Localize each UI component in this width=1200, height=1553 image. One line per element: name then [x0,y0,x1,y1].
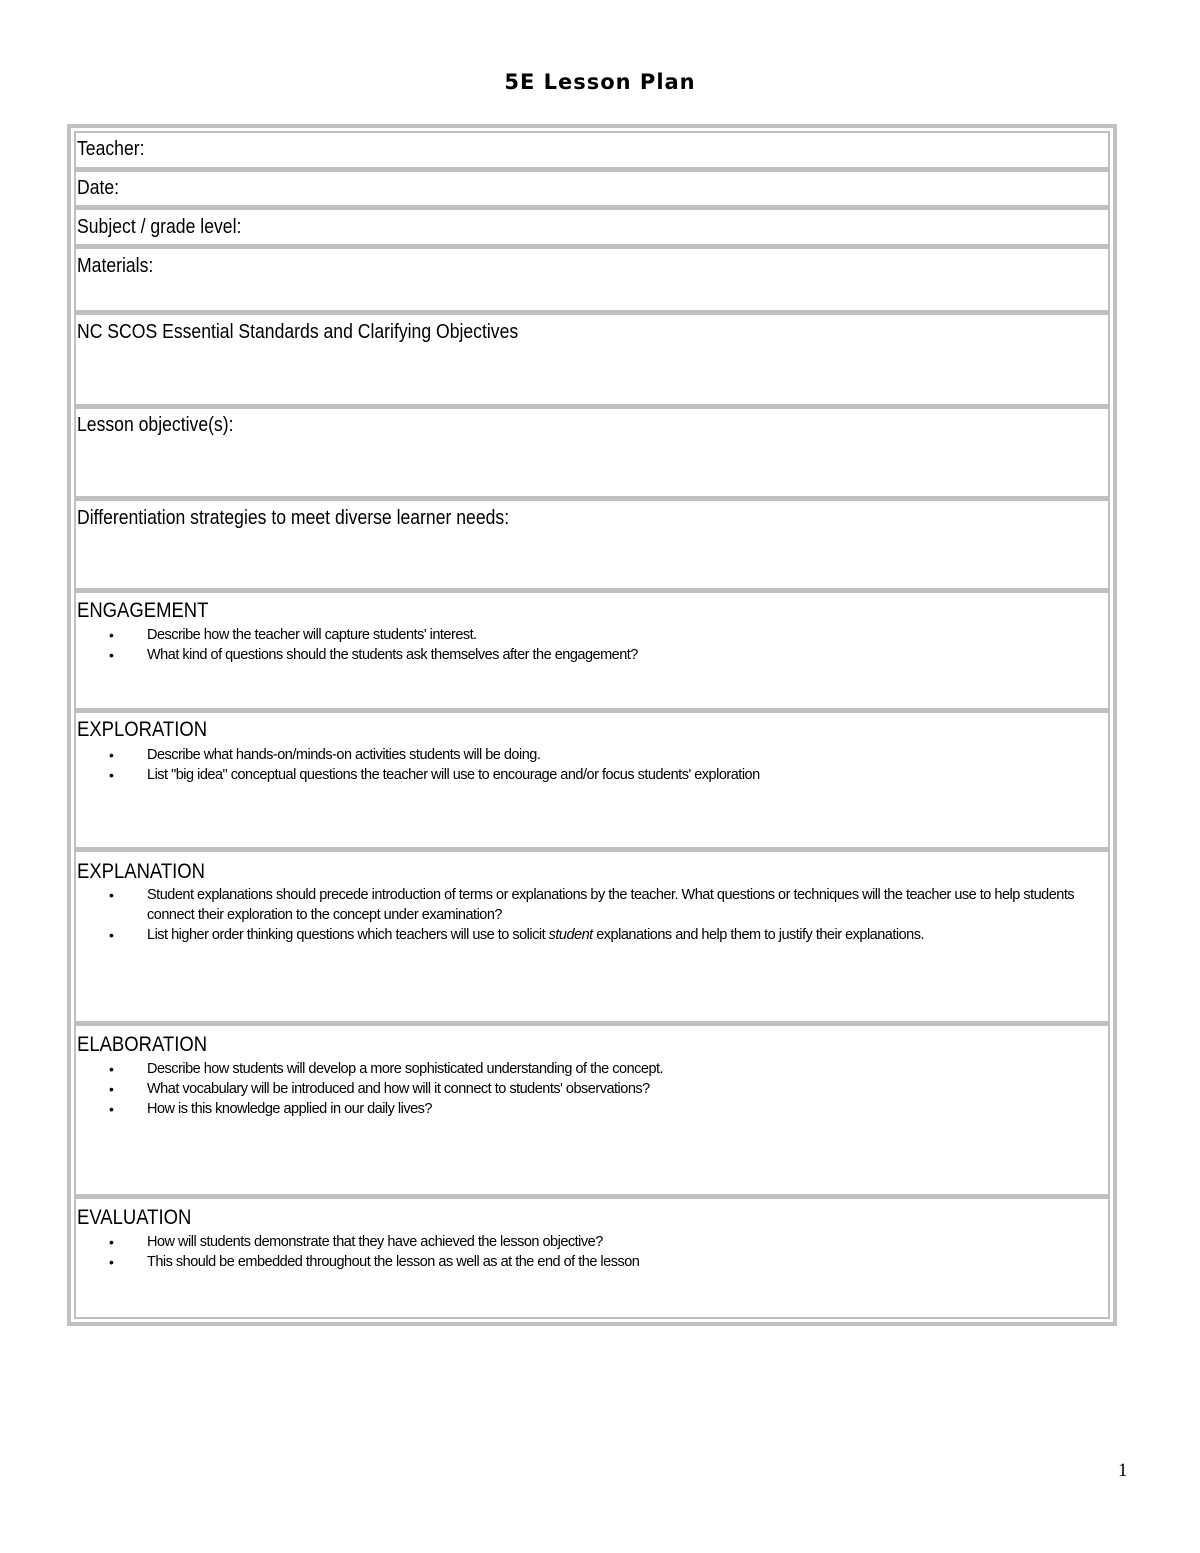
differentiation-label: Differentiation strategies to meet diverse learner needs: [77,507,510,529]
list-item: • List higher order thinking questions which teachers will use to solicit student explanations and help them to justify their explanations. [109,927,925,943]
elaboration-heading: ELABORATION [77,1033,208,1056]
bullet-icon: • [109,647,114,663]
exploration-list [109,745,1089,785]
engagement-heading: ENGAGEMENT [77,599,209,622]
bullet-icon: • [109,1081,114,1097]
evaluation-list [109,1232,1089,1272]
explanation-heading: EXPLANATION [77,860,206,883]
evaluation-heading: EVALUATION [77,1206,192,1229]
list-item: • Describe how the teacher will capture students' interest. [109,627,477,643]
explanation-list [109,885,1089,945]
objectives-label: Lesson objective(s): [77,414,234,436]
bullet-icon: • [109,1101,114,1117]
list-item: • List "big idea" conceptual questions the teacher will use to encourage and/or focus students' exploration [109,767,760,783]
list-item: • Describe how students will develop a more sophisticated understanding of the concept. [109,1061,664,1077]
row-separator [76,588,1108,593]
list-item: • How will students demonstrate that they have achieved the lesson objective? [109,1234,603,1250]
row-separator [76,708,1108,713]
bullet-icon: • [109,1254,114,1270]
standards-label: NC SCOS Essential Standards and Clarifying Objectives [77,321,519,343]
row-separator [76,404,1108,409]
page-number: 1 [1118,1460,1128,1481]
list-item: • What vocabulary will be introduced and how will it connect to students' observations? [109,1081,650,1097]
row-separator [76,167,1108,172]
bullet-icon: • [109,747,114,763]
date-label: Date: [77,177,120,199]
row-separator [76,1194,1108,1199]
row-separator [76,244,1108,249]
bullet-icon: • [109,1061,114,1077]
bullet-icon: • [109,627,114,643]
list-item: • This should be embedded throughout the lesson as well as at the end of the lesson [109,1254,640,1270]
materials-label: Materials: [77,255,154,277]
elaboration-list [109,1059,1089,1119]
list-item: • What kind of questions should the students ask themselves after the engagement? [109,647,638,663]
row-separator [76,310,1108,315]
lesson-plan-table [67,124,1117,1326]
page-title: 5E Lesson Plan [504,70,696,94]
bullet-icon: • [109,927,114,943]
bullet-icon: • [109,1234,114,1250]
row-separator [76,496,1108,501]
row-separator [76,1021,1108,1026]
teacher-label: Teacher: [77,138,145,160]
exploration-heading: EXPLORATION [77,718,208,741]
subject-grade-label: Subject / grade level: [77,216,242,238]
row-separator [76,847,1108,852]
bullet-icon: • [109,887,114,903]
list-item: • Describe what hands-on/minds-on activities students will be doing. [109,747,541,763]
bullet-icon: • [109,767,114,783]
engagement-list [109,625,1089,665]
list-item: • How is this knowledge applied in our daily lives? [109,1101,432,1117]
list-item: • Student explanations should precede introduction of terms or explanations by the teacher. What questions or techniques will the teacher use to help students connect their exploration to the concept under examination? [109,887,1075,923]
row-separator [76,205,1108,210]
